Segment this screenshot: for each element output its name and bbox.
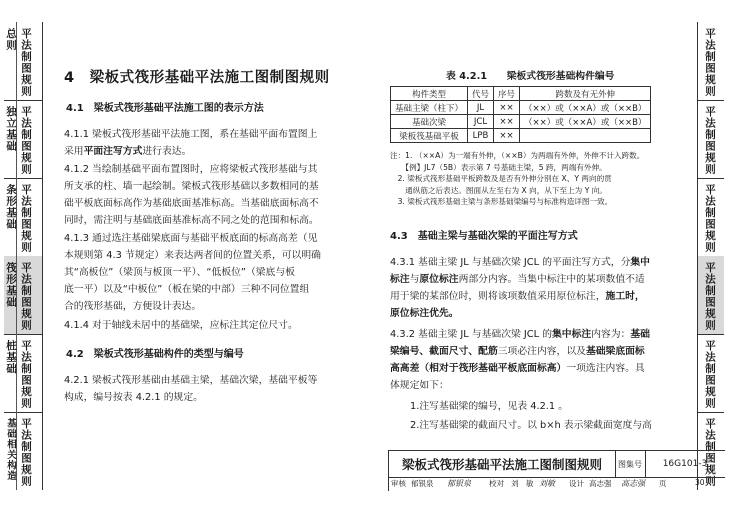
table-cell: LPB (468, 129, 494, 143)
text-line: 合的筏形基础，方便设计表达。 (64, 301, 202, 312)
title-block (388, 450, 725, 491)
text-line: 原位标注优先。 (390, 308, 459, 319)
section-heading-4-3: 4.3 基础主梁与基础次梁的平面注写方式 (390, 231, 578, 242)
page-number: 30 (695, 478, 705, 487)
right-tab-label: 平法制图规则 (704, 262, 716, 331)
left-tab-raft-foundation[interactable] (4, 256, 42, 335)
table-header-cell: 代号 (468, 87, 494, 101)
text-line: 4.1.2 当绘制基础平面布置图时，应将梁板式筏形基础与其 (64, 164, 318, 175)
text-line: 础平板底面标高作为基础底面基准标高。当基础底面标高不 (64, 198, 319, 209)
text-line: 构成，编号按表 4.2.1 的规定。 (64, 392, 203, 403)
note-line: 注：1. （××A）为一端有外伸，（××B）为两端有外伸，外伸不计入跨数。 (390, 151, 645, 160)
left-tab-related-details[interactable] (4, 412, 42, 490)
text-line: 高高差（相对于筏形基础平板底面标高）一项选注内容。具 (390, 363, 645, 374)
right-tab-5[interactable] (698, 334, 724, 413)
right-tab-label: 平法制图规则 (704, 340, 716, 409)
text-line: 体规定如下： (390, 380, 449, 391)
right-tab-label: 平法制图规则 (704, 106, 716, 175)
checker-signature: 刘敏 (539, 479, 555, 488)
text-line: 采用平面注写方式进行表达。 (64, 146, 192, 157)
right-tab-1[interactable] (698, 22, 724, 101)
note-line: 2. 梁板式筏形基础平板跨数及是否有外伸分别在 X、Y 两向的贯 (390, 174, 612, 183)
right-tab-3[interactable] (698, 178, 724, 257)
text-line: 标注与原位标注两部分内容。当集中标注中的某项数值不适 (390, 274, 645, 285)
left-tab-sublabel: 平法制图规则 (20, 106, 32, 175)
checker-name: 刘 敏 (511, 479, 534, 488)
text-line: 4.3.2 基础主梁 JL 与基础次梁 JCL 的集中标注内容为：基础 (390, 329, 650, 340)
reviewer-name: 郁银泉 (411, 479, 434, 488)
table-cell: 基础主梁（柱下） (391, 101, 468, 115)
page-label: 页 (659, 479, 667, 488)
paragraph-4-2-1 (64, 372, 317, 406)
paragraph-4-1-4: 4.1.4 对于轴线未居中的基础梁，应标注其定位尺寸。 (64, 320, 298, 331)
right-tab-label: 平法制图规则 (704, 28, 716, 97)
designer-name: 高志强 (589, 479, 612, 488)
text-line: 4.3.1 基础主梁 JL 与基础次梁 JCL 的平面注写方式，分集中 (390, 257, 650, 268)
note-line: 【例】JL7（5B）表示第 7 号基础主梁，5 跨，两端有外伸。 (390, 162, 607, 172)
table-cell: JCL (468, 115, 494, 129)
left-tab-sublabel: 平法制图规则 (20, 184, 32, 253)
paragraph-4-1-2 (64, 161, 319, 229)
left-tab-general[interactable] (4, 22, 42, 101)
section-heading-4-1: 4.1 梁板式筏形基础平法施工图的表示方法 (66, 103, 264, 114)
left-tab-strip-foundation[interactable] (4, 178, 42, 257)
table-cell: ×× (494, 129, 520, 143)
reviewer-signature: 郁银泉 (447, 479, 471, 488)
designer-signature: 高志强 (621, 479, 645, 488)
table-row (391, 115, 651, 129)
check-label: 校对 (489, 479, 504, 488)
text-line: 4.2.1 梁板式筏形基础由基础主梁，基础次梁，基础平板等 (64, 375, 318, 386)
paragraph-4-1-3 (64, 230, 321, 315)
table-row (391, 101, 651, 115)
table-cell: ×× (494, 101, 520, 115)
paragraph-4-3-1 (390, 254, 650, 322)
left-tab-sublabel: 平法制图规则 (20, 262, 32, 331)
chapter-title: 4 梁板式筏形基础平法施工图制图规则 (64, 70, 330, 86)
right-tab-label: 平法制图规则 (704, 418, 716, 487)
component-code-table (390, 86, 651, 143)
text-line: 底一平）以及“中板位”（板在梁的中部）三种不同位置组 (64, 284, 310, 295)
table-notes (390, 150, 644, 208)
table-header-cell: 构件类型 (391, 87, 468, 101)
table-cell: ×× (494, 115, 520, 129)
table-cell (520, 129, 651, 143)
table-header-cell: 序号 (494, 87, 520, 101)
text-line: 其“高板位”（梁顶与板顶一平）、“低板位”（梁底与板 (64, 267, 295, 278)
table-header-row (391, 87, 651, 101)
right-tab-2[interactable] (698, 100, 724, 179)
note-line: 通纵筋之后表达。图面从左至右为 X 向，从下至上为 Y 向。 (390, 185, 607, 195)
table-cell: JL (468, 101, 494, 115)
text-line: 4.1.3 通过选注基础梁底面与基础平板底面的标高高差（见 (64, 233, 318, 244)
left-tab-isolated-foundation[interactable] (4, 100, 42, 179)
drawing-title: 梁板式筏形基础平法施工图制图规则 (389, 451, 616, 478)
left-tab-label: 桩基础 (5, 340, 17, 375)
text-line: 梁编号、截面尺寸、配筋三项必注内容，以及基础梁底面标 (390, 346, 645, 357)
table-cell: （××）或（××A）或（××B） (520, 101, 651, 115)
text-line: 本规则第 4.3 节规定）来表达两者间的位置关系，可以明确 (64, 250, 321, 261)
paragraph-4-3-2 (390, 326, 650, 394)
signature-row (389, 477, 725, 491)
table-cell: （××）或（××A）或（××B） (520, 115, 651, 129)
atlas-number: 16G101-3 (645, 451, 725, 478)
left-tab-label: 筏形基础 (5, 262, 17, 308)
atlas-label: 图集号 (615, 451, 646, 478)
note-line: 3. 梁板式筏形基础主梁与条形基础梁编号与标准构造详图一致。 (390, 197, 613, 206)
design-label: 设计 (569, 479, 584, 488)
left-tab-pile-foundation[interactable] (4, 334, 42, 413)
text-line: 同时，需注明与基础底面基准标高不同之处的范围和标高。 (64, 215, 319, 226)
left-tab-sublabel: 平法制图规则 (20, 340, 32, 409)
table-cell: 基础次梁 (391, 115, 468, 129)
list-item-2: 2.注写基础梁的截面尺寸。以 b×h 表示梁截面宽度与高 (410, 420, 652, 431)
right-tab-4[interactable] (698, 256, 724, 335)
left-tab-label: 条形基础 (5, 184, 17, 230)
left-tab-label: 总则 (5, 28, 17, 51)
left-chapter-index (4, 22, 43, 490)
text-line: 用于梁的某部位时，则将该项数值采用原位标注，施工时， (390, 291, 645, 302)
left-tab-sublabel: 平法制图规则 (20, 418, 32, 487)
drawing-frame (4, 22, 724, 490)
text-line: 所支承的柱、墙一起绘制。梁板式筏形基础以多数相同的基 (64, 181, 319, 192)
paragraph-4-1-1 (64, 126, 317, 160)
left-tab-label: 基础相关构造 (5, 418, 16, 481)
text-line: 4.1.1 梁板式筏形基础平法施工图，系在基础平面布置图上 (64, 129, 318, 140)
table-header-cell: 跨数及有无外伸 (520, 87, 651, 101)
table-cell: 梁板筏基础平板 (391, 129, 468, 143)
right-tab-label: 平法制图规则 (704, 184, 716, 253)
section-heading-4-2: 4.2 梁板式筏形基础构件的类型与编号 (66, 349, 244, 360)
left-tab-label: 独立基础 (5, 106, 17, 152)
table-caption: 表 4.2.1 梁板式筏形基础构件编号 (446, 71, 615, 82)
list-item-1: 1.注写基础梁的编号，见表 4.2.1 。 (410, 401, 569, 412)
review-label: 审核 (391, 479, 406, 488)
left-tab-sublabel: 平法制图规则 (20, 28, 32, 97)
right-chapter-index (697, 22, 724, 490)
table-row (391, 129, 651, 143)
page-body (50, 22, 690, 450)
